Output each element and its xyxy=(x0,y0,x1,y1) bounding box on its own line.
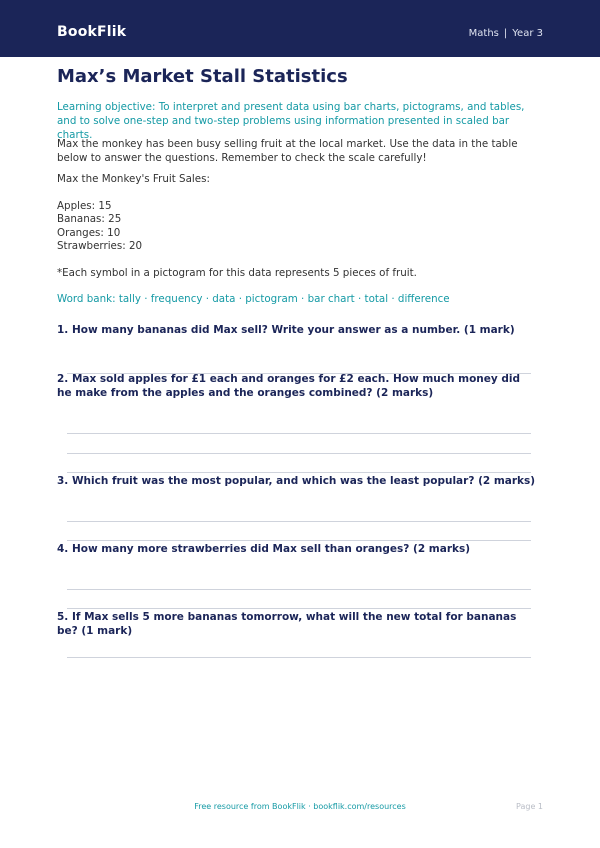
subject-label: Maths xyxy=(468,28,499,39)
brand-logo[interactable]: BookFlik xyxy=(57,24,127,40)
intro-paragraph: Max the monkey has been busy selling fruit at the local market. Use the data in the table below to answer the questions. Remember to check the scale carefully! xyxy=(57,138,518,164)
meta-separator: | xyxy=(503,28,508,39)
pictogram-note: *Each symbol in a pictogram for this data represents 5 pieces of fruit. xyxy=(57,267,417,279)
sales-item-oranges: Oranges: 10 xyxy=(57,226,121,239)
answer-line-3b[interactable] xyxy=(67,540,531,541)
answer-line-5[interactable] xyxy=(67,657,531,658)
footer-resource-link[interactable]: Free resource from BookFlik · bookflik.com/resources xyxy=(194,802,406,811)
question-3: 3. Which fruit was the most popular, and which was the least popular? (2 marks) xyxy=(57,475,536,487)
question-2: 2. Max sold apples for £1 each and oranges for £2 each. How much money did he make from the apples and the oranges combined? (2 marks) xyxy=(57,373,521,399)
word-bank: Word bank: tally · frequency · data · pictogram · bar chart · total · difference xyxy=(57,293,450,305)
answer-line-2b[interactable] xyxy=(67,453,531,454)
header-bar xyxy=(0,0,600,57)
answer-line-2a[interactable] xyxy=(67,433,531,434)
answer-line-4a[interactable] xyxy=(67,589,531,590)
question-4: 4. How many more strawberries did Max sell than oranges? (2 marks) xyxy=(57,543,471,555)
sales-item-bananas: Bananas: 25 xyxy=(57,213,122,226)
page-number: Page 1 xyxy=(516,802,543,811)
sales-item-apples: Apples: 15 xyxy=(57,200,112,212)
learning-objective: Learning objective: To interpret and present data using bar charts, pictograms, and tables, and to solve one-step and two-step problems using information presented in scaled bar charts. xyxy=(57,101,525,141)
question-1: 1. How many bananas did Max sell? Write your answer as a number. (1 mark) xyxy=(57,324,515,336)
answer-line-4b[interactable] xyxy=(67,608,531,609)
sales-data-list xyxy=(57,199,541,252)
sales-item-strawberries: Strawberries: 20 xyxy=(57,239,143,252)
data-title: Max the Monkey's Fruit Sales: xyxy=(57,173,210,185)
page-title: Max’s Market Stall Statistics xyxy=(57,66,348,87)
answer-line-3a[interactable] xyxy=(67,521,531,522)
answer-line-2c[interactable] xyxy=(67,472,531,473)
question-5: 5. If Max sells 5 more bananas tomorrow, what will the new total for bananas be? (1 mark) xyxy=(57,611,517,637)
subject-year-meta xyxy=(469,28,543,39)
year-label: Year 3 xyxy=(512,28,543,39)
